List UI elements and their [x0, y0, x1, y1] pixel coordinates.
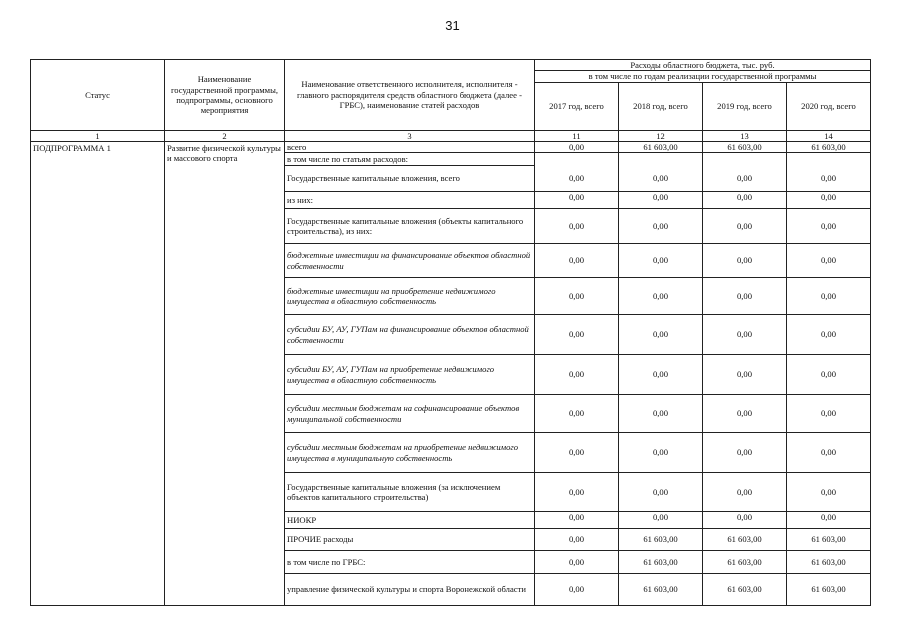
year-value-cell: 0,00 — [619, 278, 703, 315]
year-value-cell: 0,00 — [787, 315, 871, 355]
year-value-cell: 0,00 — [619, 166, 703, 192]
expense-item-label: субсидии местным бюджетам на приобретение недвижимого имущества в муниципальную собственность — [285, 433, 535, 473]
year-value-cell: 0,00 — [535, 209, 619, 244]
year-value-cell: 0,00 — [703, 512, 787, 529]
year-value-cell: 0,00 — [619, 315, 703, 355]
expense-item-label: бюджетные инвестиции на приобретение недвижимого имущества в областную собственность — [285, 278, 535, 315]
year-value-cell: 0,00 — [535, 192, 619, 209]
expense-item-label: бюджетные инвестиции на финансирование объектов областной собственности — [285, 244, 535, 278]
year-value-cell: 0,00 — [535, 551, 619, 574]
header-executor: Наименование ответственного исполнителя, исполнителя - главного распорядителя средств областного бюджета (далее - ГРБС), наименование статей расходов — [285, 60, 535, 131]
year-value-cell: 61 603,00 — [787, 574, 871, 606]
column-number: 1 — [31, 130, 165, 141]
year-value-cell: 61 603,00 — [787, 529, 871, 551]
year-value-cell: 0,00 — [535, 315, 619, 355]
year-value-cell: 0,00 — [619, 512, 703, 529]
year-value-cell: 0,00 — [703, 209, 787, 244]
expense-item-label: в том числе по ГРБС: — [285, 551, 535, 574]
header-by-years: в том числе по годам реализации государственной программы — [535, 71, 871, 82]
year-value-cell: 0,00 — [535, 473, 619, 512]
expense-item-label: из них: — [285, 192, 535, 209]
table-row — [31, 141, 871, 152]
year-value-cell: 0,00 — [703, 166, 787, 192]
year-value-cell: 61 603,00 — [787, 551, 871, 574]
year-value-cell: 0,00 — [703, 192, 787, 209]
year-value-cell: 61 603,00 — [619, 141, 703, 152]
year-value-cell: 0,00 — [703, 433, 787, 473]
column-number: 13 — [703, 130, 787, 141]
year-value-cell: 0,00 — [619, 433, 703, 473]
expense-item-label: субсидии местным бюджетам на софинансирование объектов муниципальной собственности — [285, 395, 535, 433]
year-value-cell: 0,00 — [703, 355, 787, 395]
subprogram-status: ПОДПРОГРАММА 1 — [31, 141, 165, 605]
year-value-cell: 0,00 — [787, 244, 871, 278]
column-number: 14 — [787, 130, 871, 141]
year-value-cell: 0,00 — [535, 141, 619, 152]
expense-item-label: Государственные капитальные вложения (объекты капитального строительства), из них: — [285, 209, 535, 244]
year-value-cell: 0,00 — [703, 395, 787, 433]
column-numbers-row — [31, 130, 871, 141]
year-value-cell: 0,00 — [535, 512, 619, 529]
year-value-cell: 0,00 — [535, 355, 619, 395]
year-value-cell — [787, 153, 871, 166]
expense-item-label: НИОКР — [285, 512, 535, 529]
column-number: 3 — [285, 130, 535, 141]
year-value-cell: 0,00 — [787, 473, 871, 512]
year-value-cell: 0,00 — [787, 395, 871, 433]
year-value-cell: 0,00 — [787, 209, 871, 244]
year-value-cell: 0,00 — [703, 244, 787, 278]
year-value-cell: 0,00 — [787, 433, 871, 473]
expense-item-label: ПРОЧИЕ расходы — [285, 529, 535, 551]
column-number: 2 — [165, 130, 285, 141]
year-value-cell: 0,00 — [535, 433, 619, 473]
year-value-cell: 0,00 — [619, 355, 703, 395]
year-value-cell: 0,00 — [535, 529, 619, 551]
budget-table — [30, 59, 871, 606]
year-value-cell: 0,00 — [703, 473, 787, 512]
expense-item-label: управление физической культуры и спорта Воронежской области — [285, 574, 535, 606]
year-value-cell: 61 603,00 — [619, 574, 703, 606]
year-value-cell: 61 603,00 — [619, 551, 703, 574]
header-year: 2018 год, всего — [619, 82, 703, 130]
year-value-cell: 61 603,00 — [787, 141, 871, 152]
year-value-cell: 0,00 — [535, 395, 619, 433]
expense-item-label: всего — [285, 141, 535, 152]
year-value-cell: 0,00 — [703, 278, 787, 315]
column-number: 12 — [619, 130, 703, 141]
expense-item-label: субсидии БУ, АУ, ГУПам на финансирование объектов областной собственности — [285, 315, 535, 355]
year-value-cell: 0,00 — [787, 166, 871, 192]
year-value-cell: 0,00 — [535, 278, 619, 315]
header-year: 2019 год, всего — [703, 82, 787, 130]
year-value-cell — [535, 153, 619, 166]
subprogram-name: Развитие физической культуры и массового спорта — [165, 141, 285, 605]
year-value-cell — [619, 153, 703, 166]
year-value-cell: 0,00 — [703, 315, 787, 355]
expense-item-label: в том числе по статьям расходов: — [285, 153, 535, 166]
year-value-cell: 61 603,00 — [703, 574, 787, 606]
page-number: 31 — [445, 18, 460, 33]
year-value-cell: 61 603,00 — [619, 529, 703, 551]
header-status: Статус — [31, 60, 165, 131]
year-value-cell: 61 603,00 — [703, 551, 787, 574]
year-value-cell: 61 603,00 — [703, 141, 787, 152]
year-value-cell: 0,00 — [619, 395, 703, 433]
header-program-name: Наименование государственной программы, подпрограммы, основного мероприятия — [165, 60, 285, 131]
expense-item-label: Государственные капитальные вложения (за исключением объектов капитального строительства) — [285, 473, 535, 512]
expense-item-label: Государственные капитальные вложения, всего — [285, 166, 535, 192]
column-number: 11 — [535, 130, 619, 141]
header-year: 2020 год, всего — [787, 82, 871, 130]
year-value-cell: 0,00 — [535, 574, 619, 606]
year-value-cell: 0,00 — [787, 512, 871, 529]
header-expenses-title: Расходы областного бюджета, тыс. руб. — [535, 60, 871, 71]
year-value-cell: 0,00 — [787, 278, 871, 315]
year-value-cell — [703, 153, 787, 166]
year-value-cell: 0,00 — [535, 166, 619, 192]
year-value-cell: 0,00 — [787, 192, 871, 209]
year-value-cell: 0,00 — [619, 209, 703, 244]
year-value-cell: 0,00 — [535, 244, 619, 278]
year-value-cell: 0,00 — [787, 355, 871, 395]
year-value-cell: 61 603,00 — [703, 529, 787, 551]
header-year: 2017 год, всего — [535, 82, 619, 130]
year-value-cell: 0,00 — [619, 473, 703, 512]
year-value-cell: 0,00 — [619, 244, 703, 278]
year-value-cell: 0,00 — [619, 192, 703, 209]
expense-item-label: субсидии БУ, АУ, ГУПам на приобретение недвижимого имущества в областную собственность — [285, 355, 535, 395]
